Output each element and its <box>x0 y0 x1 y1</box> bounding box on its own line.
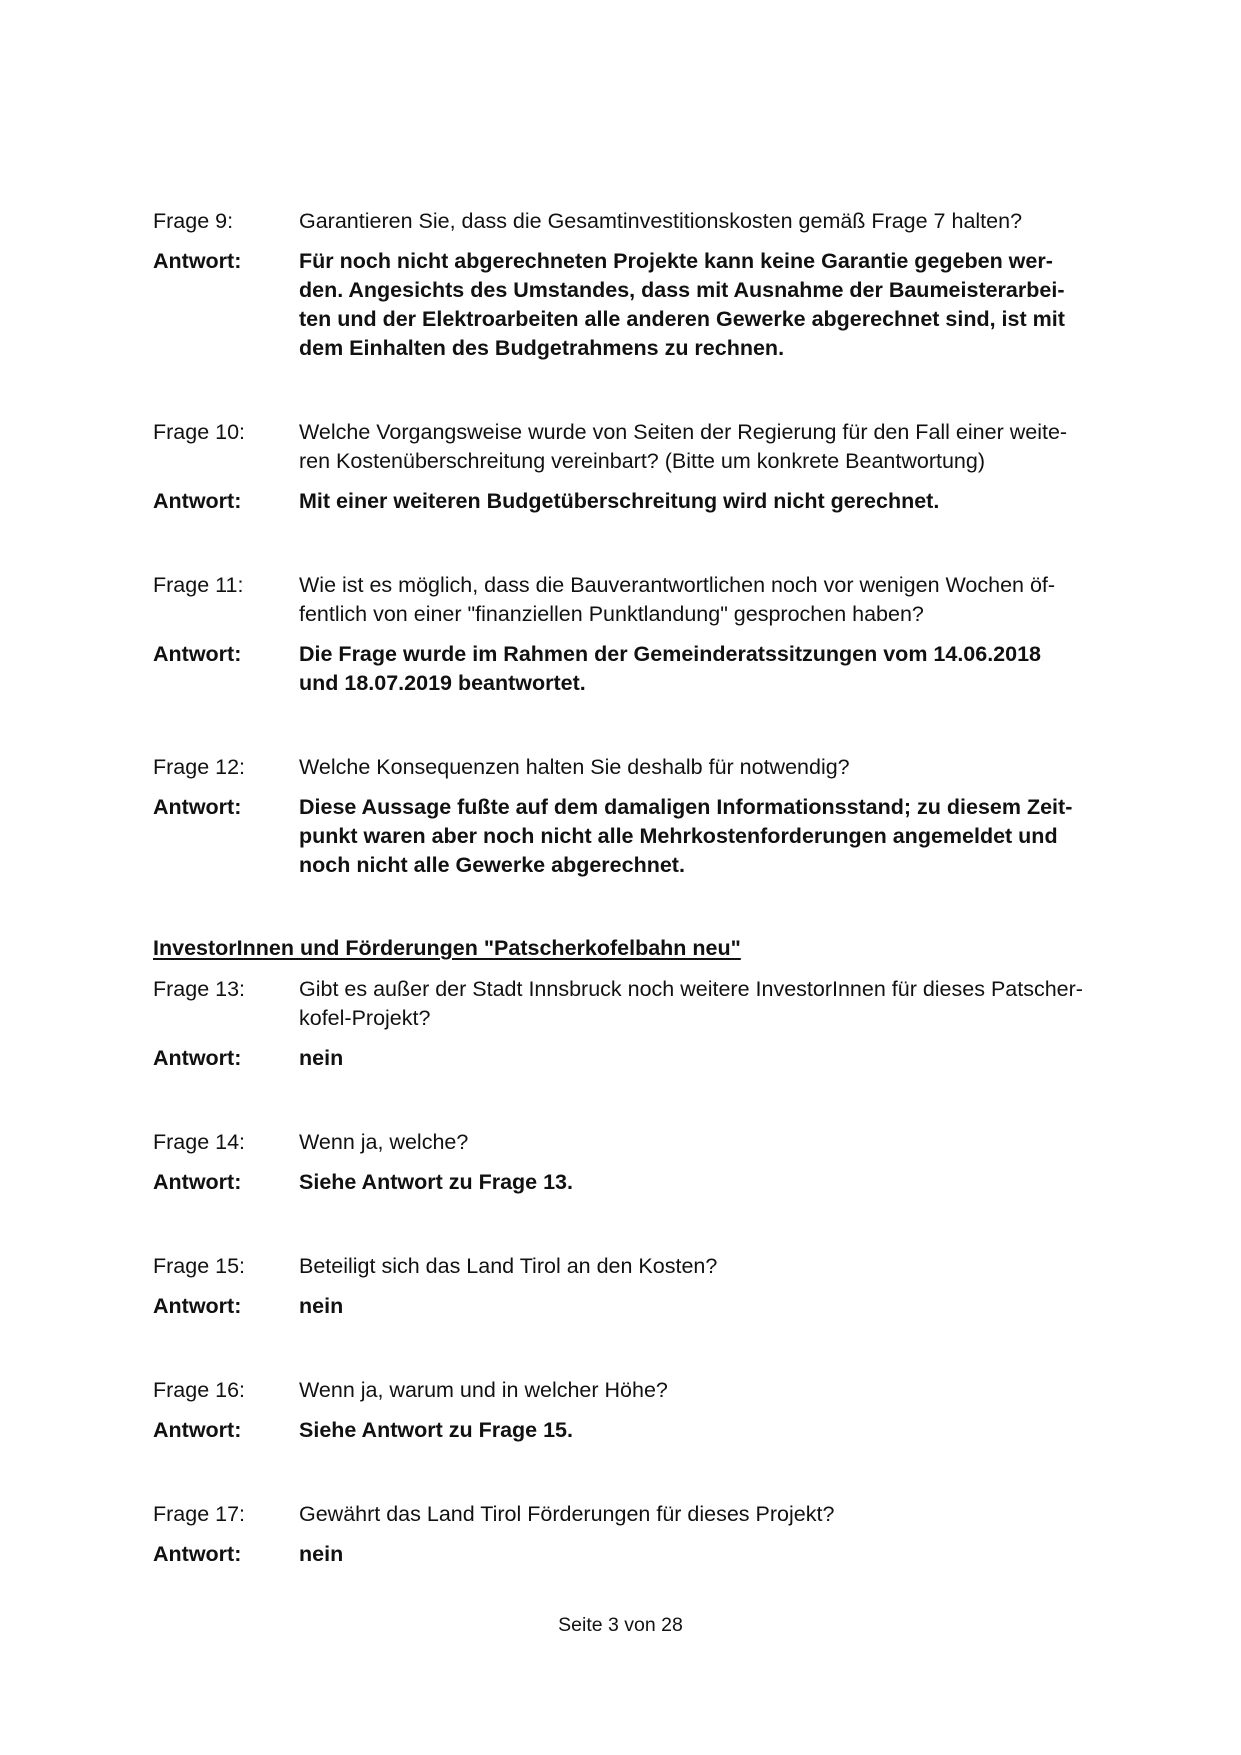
question-text <box>299 207 1133 236</box>
qa-block-frage-10 <box>153 418 1133 516</box>
question-text <box>299 1252 1133 1281</box>
answer-row <box>153 487 1133 516</box>
answer-text <box>299 247 1133 363</box>
answer-label: Antwort: <box>153 642 242 666</box>
question-text <box>299 1128 1133 1157</box>
text-line: den. Angesichts des Umstandes, dass mit Ausnahme der Baumeisterarbei- <box>299 278 1065 302</box>
answer-text <box>299 1540 1133 1569</box>
answer-text <box>299 487 1133 516</box>
answer-label: Antwort: <box>153 249 242 273</box>
text-line: Beteiligt sich das Land Tirol an den Kosten? <box>299 1254 718 1278</box>
section-heading: InvestorInnen und Förderungen "Patscherkofelbahn neu" <box>153 936 741 960</box>
answer-label: Antwort: <box>153 1542 242 1566</box>
question-row <box>153 753 1133 782</box>
text-line: Wenn ja, welche? <box>299 1130 469 1154</box>
text-line: punkt waren aber noch nicht alle Mehrkostenforderungen angemeldet und <box>299 824 1058 848</box>
answer-text <box>299 1044 1133 1073</box>
text-line: kofel-Projekt? <box>299 1006 431 1030</box>
question-text <box>299 571 1133 629</box>
answer-text <box>299 640 1133 698</box>
text-line: nein <box>299 1294 344 1318</box>
answer-text <box>299 1292 1133 1321</box>
qa-block-frage-17 <box>153 1500 1133 1569</box>
question-row <box>153 207 1133 236</box>
question-text <box>299 975 1133 1033</box>
question-label: Frage 17: <box>153 1502 246 1526</box>
text-line: Welche Vorgangsweise wurde von Seiten der Regierung für den Fall einer weite- <box>299 420 1068 444</box>
answer-label: Antwort: <box>153 795 242 819</box>
answer-label: Antwort: <box>153 1418 242 1442</box>
qa-block-frage-12 <box>153 753 1133 880</box>
text-line: Garantieren Sie, dass die Gesamtinvestitionskosten gemäß Frage 7 halten? <box>299 209 1023 233</box>
text-line: nein <box>299 1542 344 1566</box>
qa-block-frage-11 <box>153 571 1133 698</box>
question-row <box>153 1500 1133 1529</box>
text-line: Siehe Antwort zu Frage 15. <box>299 1418 573 1442</box>
answer-label: Antwort: <box>153 1294 242 1318</box>
qa-block-frage-13 <box>153 975 1133 1073</box>
qa-block-frage-14 <box>153 1128 1133 1197</box>
answer-row <box>153 247 1133 363</box>
answer-row <box>153 1168 1133 1197</box>
text-line: und 18.07.2019 beantwortet. <box>299 671 586 695</box>
text-line: Mit einer weiteren Budgetüberschreitung wird nicht gerechnet. <box>299 489 940 513</box>
text-line: Gewährt das Land Tirol Förderungen für dieses Projekt? <box>299 1502 835 1526</box>
answer-text <box>299 1168 1133 1197</box>
answer-text <box>299 1416 1133 1445</box>
qa-block-frage-16 <box>153 1376 1133 1445</box>
answer-label: Antwort: <box>153 1046 242 1070</box>
answer-label: Antwort: <box>153 489 242 513</box>
question-row <box>153 418 1133 476</box>
question-label: Frage 9: <box>153 209 234 233</box>
question-label: Frage 12: <box>153 755 246 779</box>
text-line: Welche Konsequenzen halten Sie deshalb für notwendig? <box>299 755 850 779</box>
question-label: Frage 10: <box>153 420 246 444</box>
question-row <box>153 571 1133 629</box>
text-line: Für noch nicht abgerechneten Projekte kann keine Garantie gegeben wer- <box>299 249 1053 273</box>
page-footer: Seite 3 von 28 <box>558 1614 683 1636</box>
answer-row <box>153 793 1133 880</box>
text-line: nein <box>299 1046 344 1070</box>
answer-label: Antwort: <box>153 1170 242 1194</box>
question-row <box>153 1128 1133 1157</box>
text-line: Gibt es außer der Stadt Innsbruck noch weitere InvestorInnen für dieses Patscher- <box>299 977 1083 1001</box>
text-line: Siehe Antwort zu Frage 13. <box>299 1170 573 1194</box>
question-text <box>299 753 1133 782</box>
qa-block-frage-9 <box>153 207 1133 363</box>
question-row <box>153 1376 1133 1405</box>
text-line: Diese Aussage fußte auf dem damaligen Informationsstand; zu diesem Zeit- <box>299 795 1073 819</box>
qa-block-frage-15 <box>153 1252 1133 1321</box>
question-row <box>153 975 1133 1033</box>
answer-text <box>299 793 1133 880</box>
question-label: Frage 13: <box>153 977 246 1001</box>
answer-row <box>153 1044 1133 1073</box>
question-label: Frage 11: <box>153 573 244 597</box>
question-text <box>299 418 1133 476</box>
answer-row <box>153 1292 1133 1321</box>
text-line: fentlich von einer "finanziellen Punktlandung" gesprochen haben? <box>299 602 924 626</box>
answer-row <box>153 640 1133 698</box>
text-line: Wie ist es möglich, dass die Bauverantwortlichen noch vor wenigen Wochen öf- <box>299 573 1056 597</box>
question-label: Frage 16: <box>153 1378 246 1402</box>
text-line: Wenn ja, warum und in welcher Höhe? <box>299 1378 668 1402</box>
text-line: ten und der Elektroarbeiten alle anderen Gewerke abgerechnet sind, ist mit <box>299 307 1065 331</box>
answer-row <box>153 1416 1133 1445</box>
answer-row <box>153 1540 1133 1569</box>
question-text <box>299 1376 1133 1405</box>
text-line: Die Frage wurde im Rahmen der Gemeinderatssitzungen vom 14.06.2018 <box>299 642 1042 666</box>
question-row <box>153 1252 1133 1281</box>
text-line: noch nicht alle Gewerke abgerechnet. <box>299 853 685 877</box>
text-line: dem Einhalten des Budgetrahmens zu rechnen. <box>299 336 785 360</box>
text-line: ren Kostenüberschreitung vereinbart? (Bitte um konkrete Beantwortung) <box>299 449 985 473</box>
question-label: Frage 14: <box>153 1130 246 1154</box>
question-label: Frage 15: <box>153 1254 246 1278</box>
question-text <box>299 1500 1133 1529</box>
